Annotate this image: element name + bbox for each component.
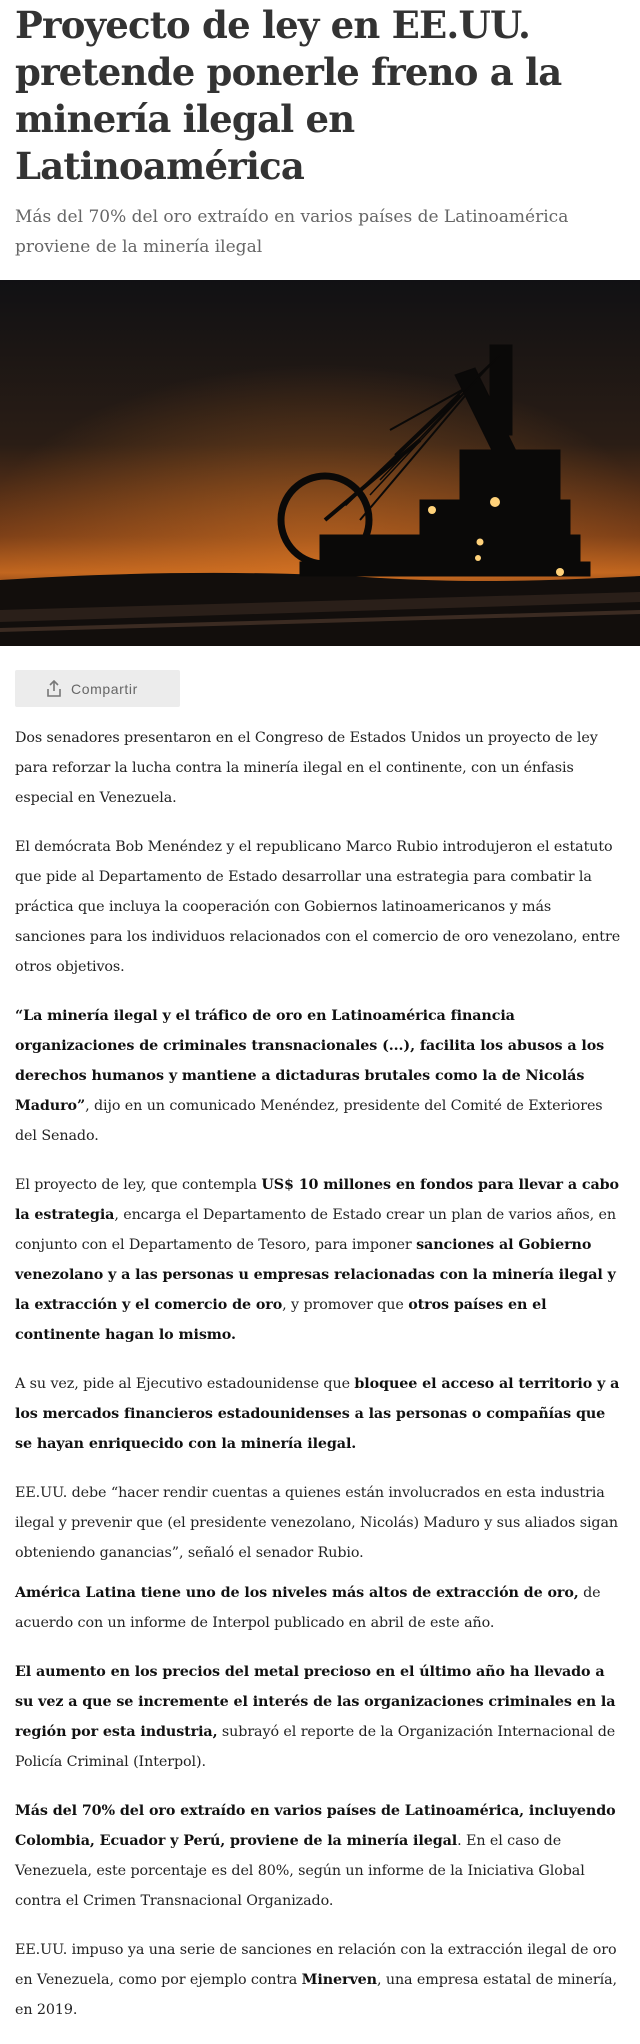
p4-bold-funds: US$ 10 millones en fondos para llevar a cabo la estrategia (15, 1177, 619, 1223)
p4-bold-sanctions: sanciones al Gobierno venezolano y a las personas u empresas relacionadas con la minería ilegal y la extracción y el comercio de oro (15, 1237, 616, 1313)
p4-text-c: , encarga el Departamento de Estado crear un plan de varios años, en conjunto con el Departamento de Tesoro, para imponer (15, 1207, 617, 1253)
quote-attribution: , dijo en un comunicado Menéndez, presidente del Comité de Exteriores del Senado. (15, 1098, 603, 1144)
p10-bold-minerven: Minerven (301, 1972, 377, 1988)
article-title: Proyecto de ley en EE.UU. pretende ponerle freno a la minería ilegal en Latinoamérica (15, 3, 562, 188)
p5-bold-block: bloquee el acceso al territorio y a los mercados financieros estadounidenses a las personas o compañías que se hayan enriquecido con la minería ilegal. (15, 1376, 620, 1452)
p5-text-a: A su vez, pide al Ejecutivo estadounidense que (15, 1376, 355, 1392)
hero-image-mining-excavator (0, 280, 640, 646)
p8-bold: El aumento en los precios del metal precioso en el último año ha llevado a su vez a que se incremente el interés de las organizaciones criminales en la región por esta industria, (15, 1664, 616, 1740)
share-upload-icon (46, 680, 62, 698)
quote-bold: “La minería ilegal y el tráfico de oro en Latinoamérica financia organizaciones de criminales transnacionales (...), facilita los abusos a los derechos humanos y mantiene a dictaduras brutales como la de Nicolás Maduro” (15, 1008, 605, 1114)
paragraph-3 (15, 1001, 625, 1151)
p8-text: subrayó el reporte de la Organización Internacional de Policía Criminal (Interpol). (15, 1724, 616, 1770)
article-body (15, 723, 625, 2044)
paragraph-2: El demócrata Bob Menéndez y el republicano Marco Rubio introdujeron el estatuto que pide al Departamento de Estado desarrollar una estrategia para combatir la práctica que incluya la cooperación con Gobiernos latinoamericanos y más sanciones para los individuos relacionados con el comercio de oro venezolano, entre otros objetivos. (15, 839, 621, 975)
paragraph-9 (15, 1796, 625, 1916)
p4-bold-countries: otros países en el continente hagan lo mismo. (15, 1297, 547, 1343)
paragraph-10 (15, 1935, 625, 2025)
p4-text-a: El proyecto de ley, que contempla (15, 1177, 262, 1193)
share-label: Compartir (71, 680, 138, 697)
paragraph-4 (15, 1170, 625, 1350)
p10-text-c: , una empresa estatal de minería, en 2019. (15, 1972, 617, 2018)
p9-bold: Más del 70% del oro extraído en varios países de Latinoamérica, incluyendo Colombia, Ecuador y Perú, proviene de la minería ilegal (15, 1803, 616, 1849)
p10-text-a: EE.UU. impuso ya una serie de sanciones en relación con la extracción ilegal de oro en Venezuela, como por ejemplo contra (15, 1942, 617, 1988)
p4-text-e: , y promover que (282, 1297, 409, 1313)
paragraph-8 (15, 1657, 625, 1777)
paragraph-5 (15, 1369, 625, 1459)
p9-text: . En el caso de Venezuela, este porcentaje es del 80%, según un informe de la Iniciativa Global contra el Crimen Transnacional Organizado. (15, 1833, 585, 1909)
paragraph-1: Dos senadores presentaron en el Congreso de Estados Unidos un proyecto de ley para reforzar la lucha contra la minería ilegal en el continente, con un énfasis especial en Venezuela. (15, 730, 598, 806)
share-button[interactable] (15, 670, 180, 707)
paragraph-7 (15, 1578, 625, 1638)
p7-bold: América Latina tiene uno de los niveles más altos de extracción de oro, (15, 1585, 579, 1601)
paragraph-6: EE.UU. debe “hacer rendir cuentas a quienes están involucrados en esta industria ilegal y prevenir que (el presidente venezolano, Nicolás) Maduro y sus aliados sigan obteniendo ganancias”, señaló el senador Rubio. (15, 1485, 618, 1561)
article-subtitle: Más del 70% del oro extraído en varios países de Latinoamérica proviene de la minería ilegal (15, 207, 569, 257)
p7-text: de acuerdo con un informe de Interpol publicado en abril de este año. (15, 1585, 601, 1631)
